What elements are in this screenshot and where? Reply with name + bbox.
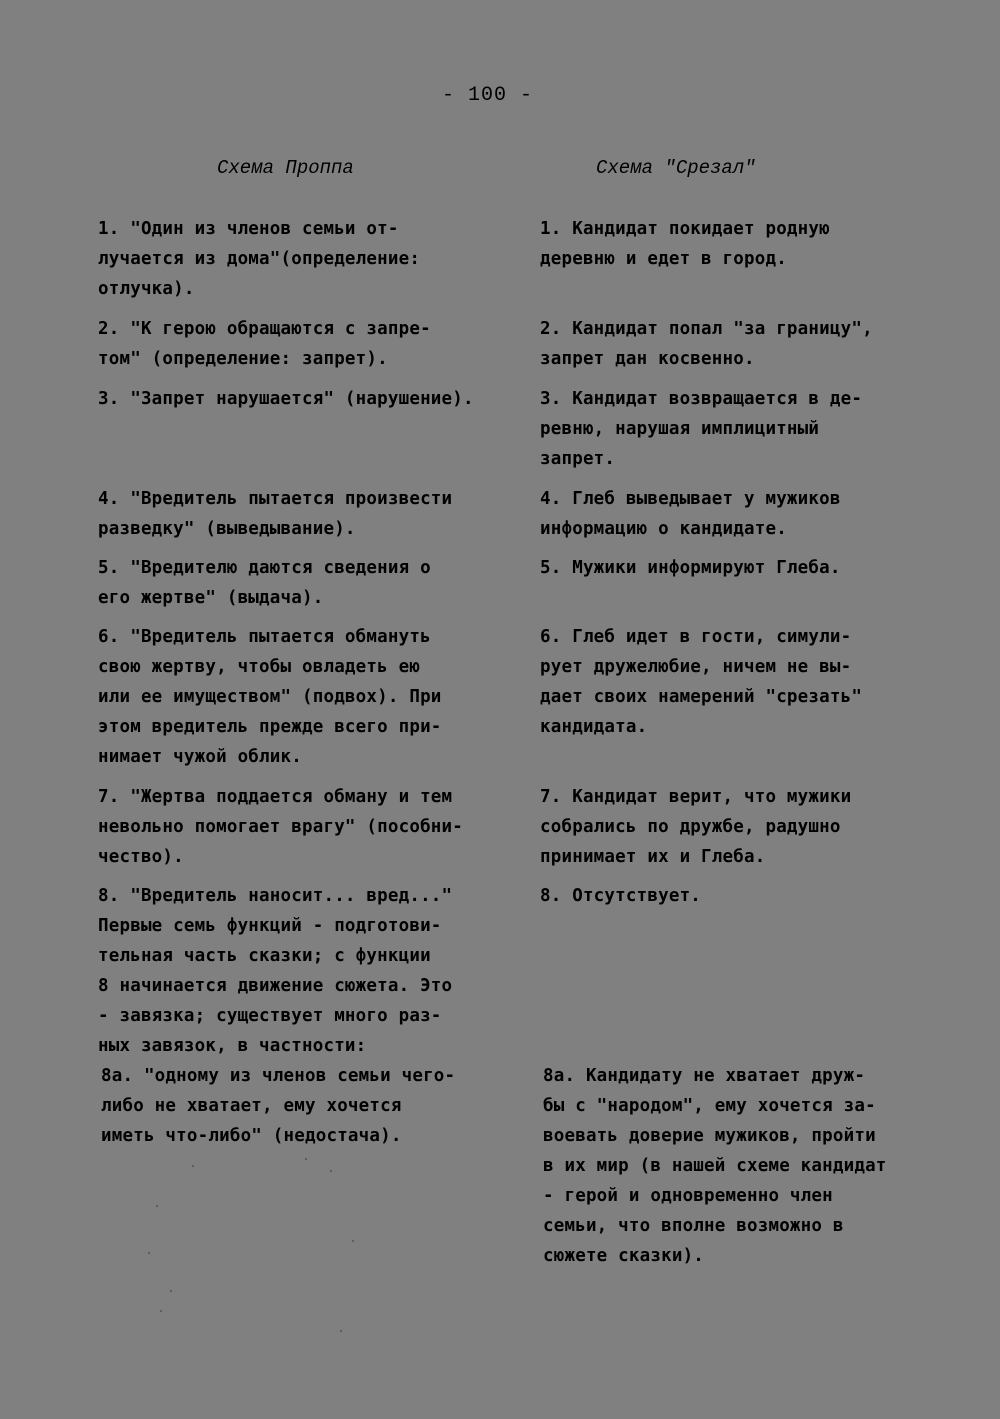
srezal-function-1: 1. Кандидат покидает родную деревню и едет в город.	[540, 219, 830, 269]
srezal-function-3: 3. Кандидат возвращается в де- ревню, нарушая имплицитный запрет.	[540, 389, 863, 469]
page-number: - 100 -	[441, 84, 533, 107]
propp-function-1: 1. "Один из членов семьи от- лучается из дома"(определение: отлучка).	[98, 219, 421, 299]
srezal-function-5: 5. Мужики информируют Глеба.	[540, 558, 841, 578]
propp-function-4: 4. "Вредитель пытается произвести разведку" (выведывание).	[98, 489, 453, 539]
propp-function-6: 6. "Вредитель пытается обмануть свою жертву, чтобы овладеть ею или ее имуществом" (подвох). При этом вредитель прежде всего при- нимает чужой облик.	[98, 627, 442, 767]
propp-function-3: 3. "Запрет нарушается" (нарушение).	[98, 389, 474, 409]
srezal-function-2: 2. Кандидат попал "за границу", запрет дан косвенно.	[540, 319, 873, 369]
srezal-function-6: 6. Глеб идет в гости, симули- рует дружелюбие, ничем не вы- дает своих намерений "срезать" кандидата.	[540, 627, 863, 737]
propp-function-8: 8. "Вредитель наносит... вред..." Первые семь функций - подготови- тельная часть сказки; с функции 8 начинается движение сюжета. Это - завязка; существует много раз- ных завязок, в частности:	[98, 886, 453, 1056]
heading-propp-scheme: Схема Проппа	[217, 157, 354, 179]
heading-srezal-scheme: Схема "Срезал"	[596, 157, 756, 179]
propp-function-2: 2. "К герою обращаются с запре- том" (определение: запрет).	[98, 319, 431, 369]
propp-function-5: 5. "Вредителю даются сведения о его жертве" (выдача).	[98, 558, 431, 608]
propp-function-8a: 8а. "одному из членов семьи чего- либо не хватает, ему хочется иметь что-либо" (недостача).	[101, 1066, 456, 1146]
srezal-function-7: 7. Кандидат верит, что мужики собрались по дружбе, радушно принимает их и Глеба.	[540, 787, 852, 867]
propp-function-7: 7. "Жертва поддается обману и тем невольно помогает врагу" (пособни- чество).	[98, 787, 464, 867]
srezal-function-8: 8. Отсутствует.	[540, 886, 702, 906]
srezal-function-4: 4. Глеб выведывает у мужиков информацию о кандидате.	[540, 489, 841, 539]
srezal-function-8a: 8а. Кандидату не хватает друж- бы с "народом", ему хочется за- воевать доверие мужиков, пройти в их мир (в нашей схеме кандидат - герой и одновременно член семьи, что вполне возможно в сюжете сказки).	[543, 1066, 887, 1266]
